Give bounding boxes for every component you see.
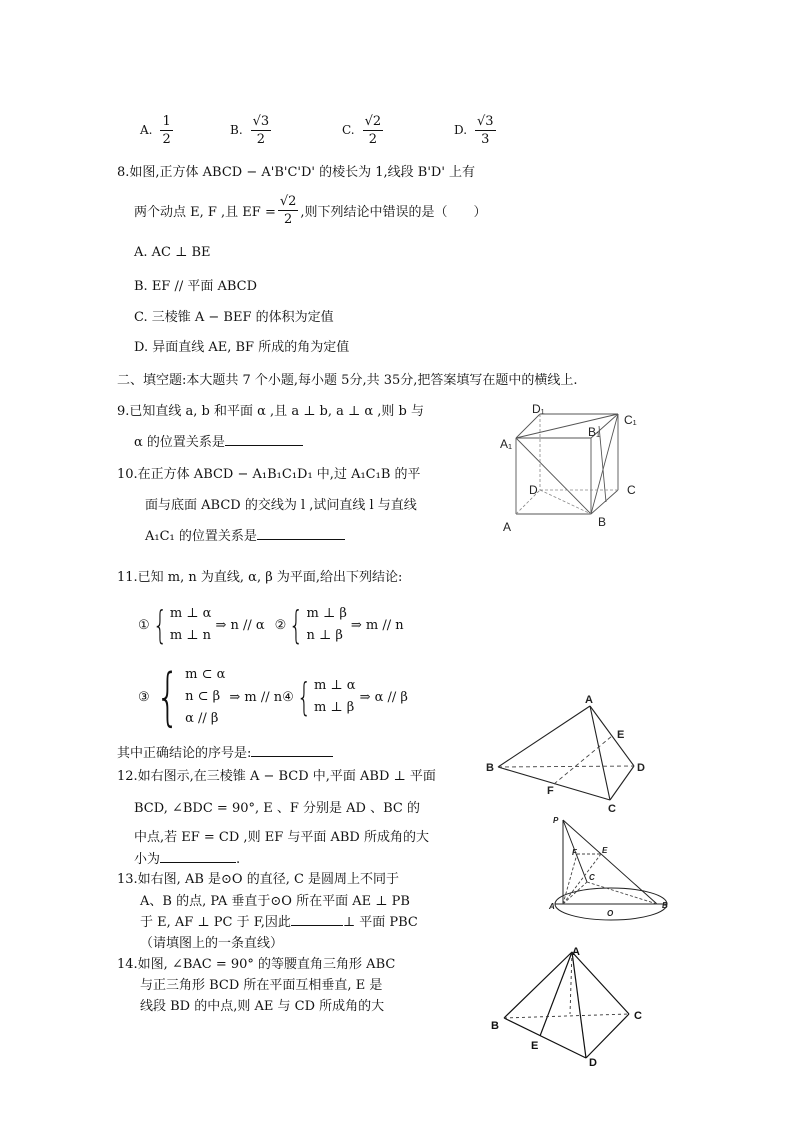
label-c: C (627, 483, 636, 497)
q13-line1: 13.如右图, AB 是⊙O 的直径, C 是圆周上不同于 (117, 872, 400, 887)
q12-line2: BCD, ∠BDC = 90°, E 、F 分别是 AD 、BC 的 (134, 801, 420, 816)
label-e: E (617, 729, 625, 741)
q11-c4-top: m ⊥ α (313, 678, 356, 693)
q14-line1: 14.如图, ∠BAC = 90° 的等腰直角三角形 ABC (117, 957, 396, 972)
tetrahedron-figure (484, 692, 654, 814)
q9-line1: 9.已知直线 a, b 和平面 α ,且 a ⊥ b, a ⊥ α ,则 b 与 (117, 404, 425, 419)
q7-option-b: B. $\frac{√3}{2}$ (230, 113, 270, 147)
q11-line1: 11.已知 m, n 为直线, α, β 为平面,给出下列结论: (117, 570, 403, 585)
q11-c2-bot: n ⊥ β (306, 628, 343, 643)
q14-line2: 与正三角形 BCD 所在平面互相垂直, E 是 (140, 978, 383, 993)
diag-a1-c1 (516, 414, 618, 438)
q11-answer-label: 其中正确结论的序号是: (117, 746, 252, 761)
edge-d-c (586, 1014, 629, 1058)
segment-a-e (563, 854, 601, 904)
q11-c1-mark: ① (138, 617, 150, 633)
q11-answer-line (117, 742, 333, 761)
q12-line4-text: 小为 (134, 852, 161, 867)
q10-line3 (145, 525, 345, 544)
label-c: C (634, 1010, 642, 1022)
edge-a-c (572, 952, 629, 1014)
q8-frac-den: 2 (283, 212, 293, 227)
q11-c3-a: m ⊂ α (185, 667, 226, 682)
label-b: B (598, 515, 607, 529)
hidden-edge-b-c (504, 1014, 629, 1018)
label-d: D (589, 1057, 597, 1069)
q8-line2-end: ,则下列结论中错误的是（ ） (300, 205, 487, 220)
segment-a-f (563, 854, 577, 904)
q11-c4-result: ⇒ α // β (359, 689, 408, 705)
hidden-edge-b-d (498, 766, 634, 767)
q11-c1-result: ⇒ n // α (215, 617, 265, 633)
q11-c4-brace: { (296, 675, 312, 719)
q13-answer-blank[interactable] (291, 912, 343, 926)
q11-c1-bot: m ⊥ n (169, 628, 212, 643)
q12-answer-blank[interactable] (160, 849, 236, 863)
q8-option-d: D. 异面直线 AE, BF 所成的角为定值 (134, 340, 350, 355)
label-a: A (549, 902, 555, 911)
q8-option-a: A. AC ⊥ BE (134, 245, 211, 260)
q8-option-c: C. 三棱锥 A − BEF 的体积为定值 (134, 310, 334, 325)
q13-line3-start: 于 E, AF ⊥ PC 于 F,因此 (140, 915, 291, 930)
q11-c1-top: m ⊥ α (169, 606, 212, 621)
q11-c4-mark: ④ (282, 689, 294, 705)
label-d: D (529, 483, 538, 497)
q13-line4: （请填图上的一条直线） (140, 936, 284, 951)
edge-a-b (504, 952, 572, 1018)
q7-option-d: D. $\frac{√3}{3}$ (454, 113, 494, 147)
q13-line3 (140, 911, 418, 930)
label-b: B (486, 762, 494, 774)
q8-frac-num: √2 (279, 194, 297, 209)
q12-line3: 中点,若 EF = CD ,则 EF 与平面 ABD 所成角的大 (134, 830, 429, 845)
q8-line1: 8.如图,正方体 ABCD − A'B'C'D' 的棱长为 1,线段 B'D' 上有 (117, 165, 476, 180)
edge-a-b (498, 706, 590, 767)
edge-c-d (610, 766, 634, 800)
q12-line4 (134, 848, 240, 867)
label-c: C (589, 873, 595, 882)
edge-a-d (572, 952, 586, 1058)
label-o: O (607, 909, 614, 918)
segment-a-e (540, 952, 572, 1036)
q10-line1: 10.在正方体 ABCD − A₁B₁C₁D₁ 中,过 A₁C₁B 的平 (117, 467, 421, 482)
label-b1: B₁ (588, 425, 601, 439)
q8-line2-start: 两个动点 E, F ,且 EF = (134, 205, 276, 220)
q12-line1: 12.如右图示,在三棱锥 A − BCD 中,平面 ABD ⊥ 平面 (117, 769, 436, 784)
label-d1: D₁ (532, 402, 545, 416)
q13-line3-end: ⊥ 平面 PBC (342, 915, 418, 930)
pyramid-figure (484, 940, 654, 1070)
circle-pyramid-figure (545, 814, 675, 926)
q8-line2 (134, 193, 487, 228)
q10-line2: 面与底面 ABCD 的交线为 l ,试问直线 l 与直线 (145, 498, 417, 513)
q11-c3-c: α // β (185, 711, 219, 726)
label-c: C (608, 803, 616, 814)
section-2-heading: 二、填空题:本大题共 7 个小题,每小题 5分,共 35分,把答案填写在题中的横线上. (117, 373, 578, 388)
hidden-altitude (570, 952, 572, 1014)
q11-c2-result: ⇒ m // n (350, 617, 404, 633)
q11-c2-brace: { (289, 603, 304, 647)
label-f: F (572, 848, 577, 857)
q11-c3-result: ⇒ m // n (229, 689, 283, 705)
edge-a1-d1 (516, 414, 540, 438)
q11-conclusion-3 (138, 660, 408, 733)
q14-line3: 线段 BD 的中点,则 AE 与 CD 所成角的大 (140, 999, 385, 1014)
q11-c3-brace: { (155, 660, 180, 733)
q11-conclusion-1 (138, 603, 404, 647)
label-a1: A₁ (500, 437, 513, 451)
q11-c2-mark: ② (274, 617, 287, 633)
q7-option-a: A. $\frac{1}{2}$ (140, 113, 171, 147)
q9-answer-blank[interactable] (225, 432, 303, 446)
label-e: E (602, 846, 608, 855)
edge-b-c (591, 490, 618, 514)
segment-a-c (563, 882, 587, 904)
label-c1: C₁ (624, 413, 637, 427)
label-a: A (572, 946, 580, 958)
q11-c3-mark: ③ (138, 689, 150, 705)
label-d: D (637, 762, 645, 774)
segment-c-b (587, 882, 657, 904)
q7-option-c: C. $\frac{√2}{2}$ (342, 113, 382, 147)
q11-c4-bot: m ⊥ β (313, 700, 355, 715)
label-f: F (547, 785, 554, 797)
hidden-diag-d-b (540, 490, 591, 514)
label-b: B (662, 901, 668, 910)
label-b: B (491, 1020, 499, 1032)
label-e: E (531, 1040, 539, 1052)
label-p: P (553, 816, 559, 825)
q12-line4-end: . (236, 852, 241, 867)
q11-answer-blank[interactable] (251, 743, 333, 757)
q11-c2-top: m ⊥ β (306, 606, 347, 621)
q11-c3-b: n ⊂ β (185, 689, 221, 704)
q8-option-b: B. EF // 平面 ABCD (134, 279, 258, 294)
label-a: A (585, 694, 593, 706)
segment-e-f (554, 736, 612, 784)
q13-line2: A、B 的点, PA 垂直于⊙O 所在平面 AE ⊥ PB (140, 894, 410, 909)
q10-line3-text: A₁C₁ 的位置关系是 (145, 529, 257, 544)
label-a: A (503, 520, 512, 534)
q11-c1-brace: { (152, 603, 168, 647)
q9-line2 (134, 431, 303, 450)
q9-line2-text: α 的位置关系是 (134, 435, 225, 450)
q10-answer-blank[interactable] (257, 526, 345, 540)
cube-figure (496, 402, 646, 536)
